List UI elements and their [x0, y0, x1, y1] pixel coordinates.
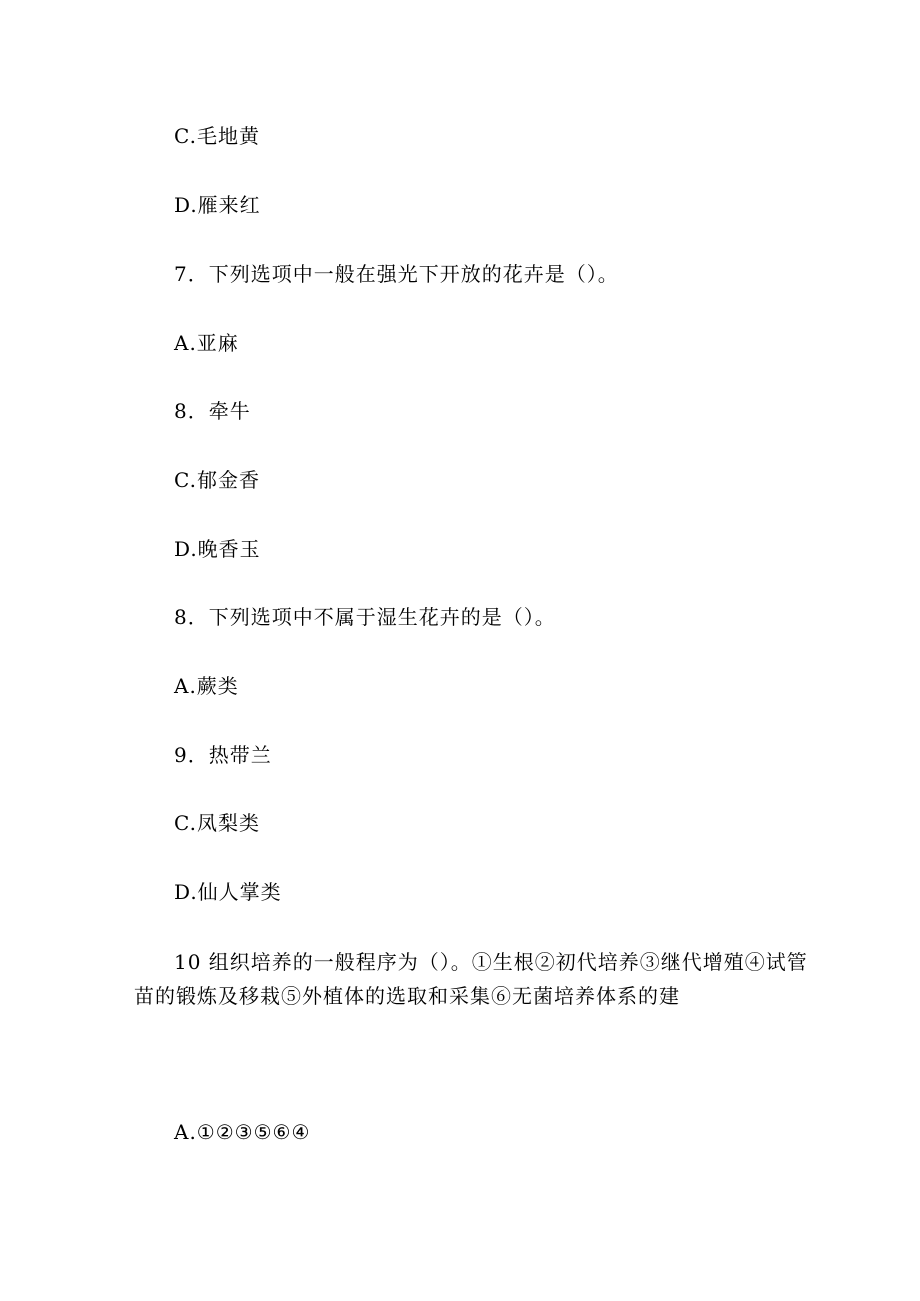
- question-7: 7．下列选项中一般在强光下开放的花卉是（）。: [174, 262, 619, 286]
- option-a-line: A.亚麻: [174, 331, 239, 355]
- option-a-line: A.蕨类: [174, 674, 239, 698]
- question-8: 8．下列选项中不属于湿生花卉的是（）。: [174, 605, 556, 629]
- option-b-line: 9．热带兰: [174, 743, 272, 767]
- option-a-line: A.①②③⑤⑥④: [174, 1120, 311, 1144]
- option-d-line: D.晚香玉: [174, 537, 261, 561]
- option-d-line: D.仙人掌类: [174, 880, 282, 904]
- option-c-line: C.毛地黄: [174, 124, 260, 148]
- option-c-line: C.凤梨类: [174, 811, 260, 835]
- option-d-line: D.雁来红: [174, 193, 261, 217]
- option-c-line: C.郁金香: [174, 468, 260, 492]
- question-10: 10 组织培养的一般程序为（）。①生根②初代培养③继代增殖④试管苗的锻炼及移栽⑤外植体的选取和采集⑥无菌培养体系的建: [134, 950, 808, 1008]
- option-b-line: 8．牵牛: [174, 399, 251, 423]
